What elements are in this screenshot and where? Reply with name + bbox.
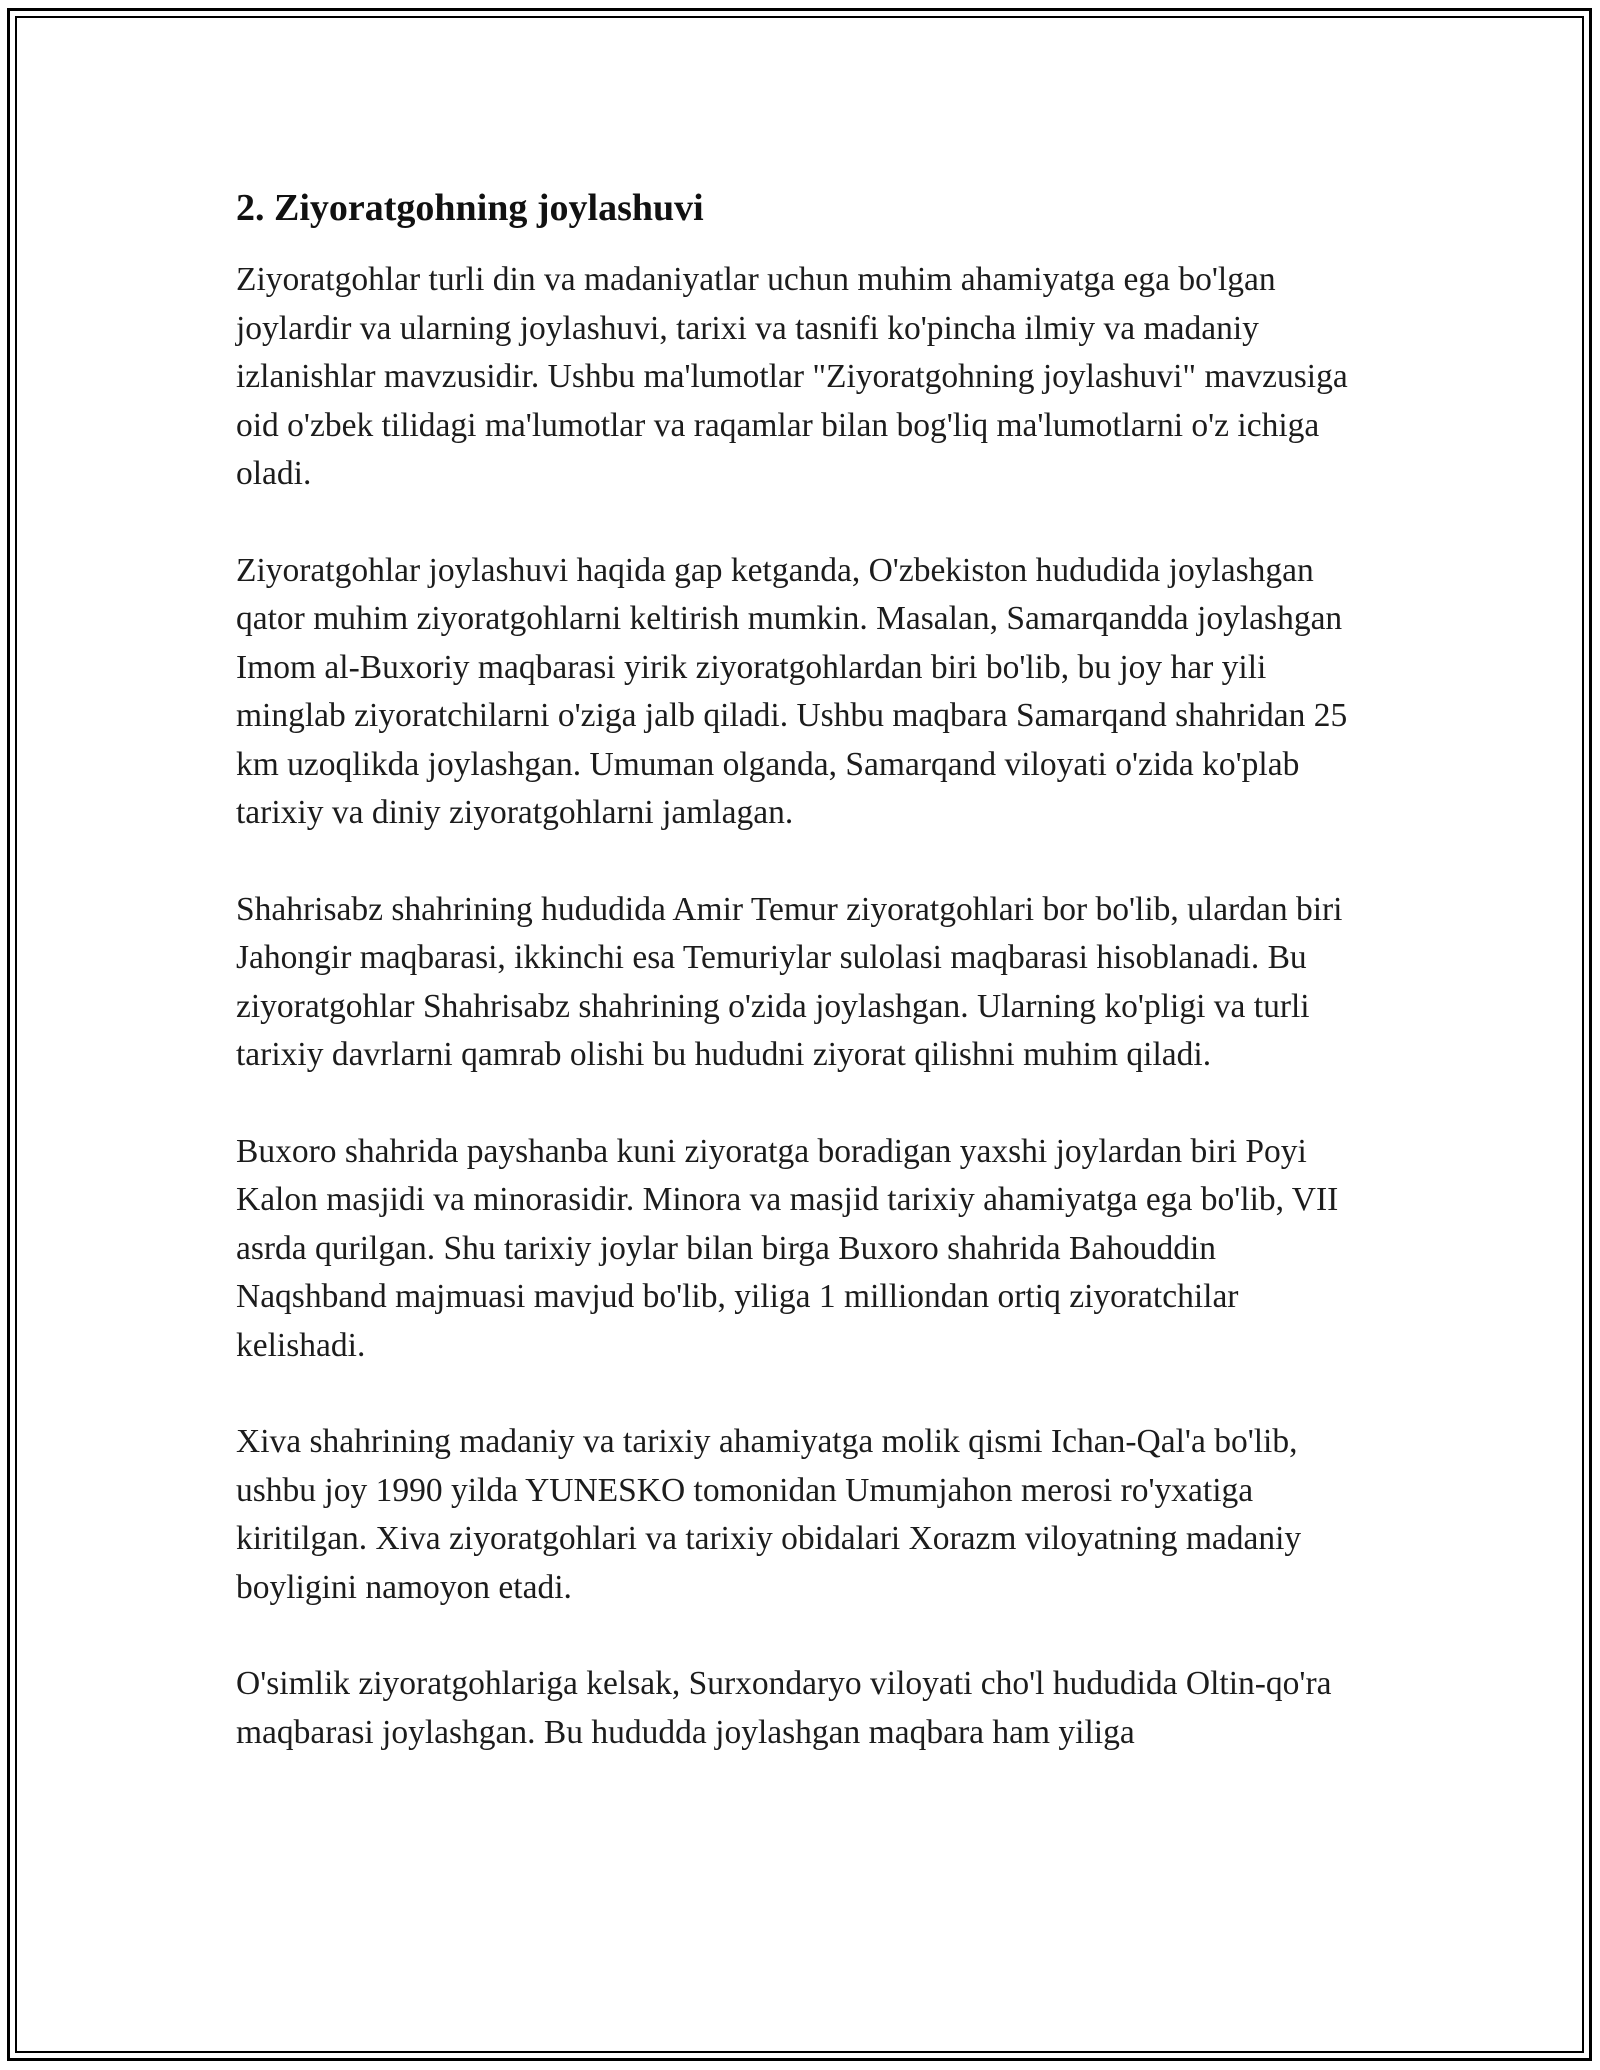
paragraph-buxoro: Buxoro shahrida payshanba kuni ziyoratga boradigan yaxshi joylardan biri Poyi Kalon masjidi va minorasidir. Minora va masjid tarixiy ahamiyatga ega bo'lib, VII asrda qurilgan. Shu tarixiy joylar bilan birga Buxoro shahrida Bahouddin Naqshband majmuasi mavjud bo'lib, yiliga 1 milliondan ortiq ziyoratchilar kelishadi. [236,1132,1339,1364]
paragraph-samarqand: Ziyoratgohlar joylashuvi haqida gap ketganda, O'zbekiston hududida joylashgan qator muhim ziyoratgohlarni keltirish mumkin. Masalan, Samarqandda joylashgan Imom al-Buxoriy maqbarasi yirik ziyoratgohlardan biri bo'lib, bu joy har yili minglab ziyoratchilarni o'ziga jalb qiladi. Ushbu maqbara Samarqand shahridan 25 km uzoqlikda joylashgan. Umuman olganda, Samarqand viloyati o'zida ko'plab tarixiy va diniy ziyoratgohlarni jamlagan. [236,551,1348,831]
paragraph-intro: Ziyoratgohlar turli din va madaniyatlar uchun muhim ahamiyatga ega bo'lgan joylardir va ularning joylashuvi, tarixi va tasnifi ko'pincha ilmiy va madaniy izlanishlar mavzusidir. Ushbu ma'lumotlar "Ziyoratgohning joylashuvi" mavzusiga oid o'zbek tilidagi ma'lumotlar va raqamlar bilan bog'liq ma'lumotlarni o'z ichiga oladi. [236,261,1348,492]
paragraph-surxondaryo: O'simlik ziyoratgohlariga kelsak, Surxondaryo viloyati cho'l hududida Oltin-qo'ra maqbarasi joylashgan. Bu hududda joylashgan maqbara ham yiliga [236,1665,1332,1751]
document-body [236,184,1371,1805]
section-heading: 2. Ziyoratgohning joylashuvi [236,187,704,229]
paragraph-shahrisabz: Shahrisabz shahrining hududida Amir Temur ziyoratgohlari bor bo'lib, ulardan biri Jahongir maqbarasi, ikkinchi esa Temuriylar sulolasi maqbarasi hisoblanadi. Bu ziyoratgohlar Shahrisabz shahrining o'zida joylashgan. Ularning ko'pligi va turli tarixiy davrlarni qamrab olishi bu hududni ziyorat qilishni muhim qiladi. [236,890,1343,1073]
paragraph-xiva: Xiva shahrining madaniy va tarixiy ahamiyatga molik qismi Ichan-Qal'a bo'lib, ushbu joy 1990 yilda YUNESKO tomonidan Umumjahon merosi ro'yxatiga kiritilgan. Xiva ziyoratgohlari va tarixiy obidalari Xorazm viloyatning madaniy boyligini namoyon etadi. [236,1423,1302,1606]
